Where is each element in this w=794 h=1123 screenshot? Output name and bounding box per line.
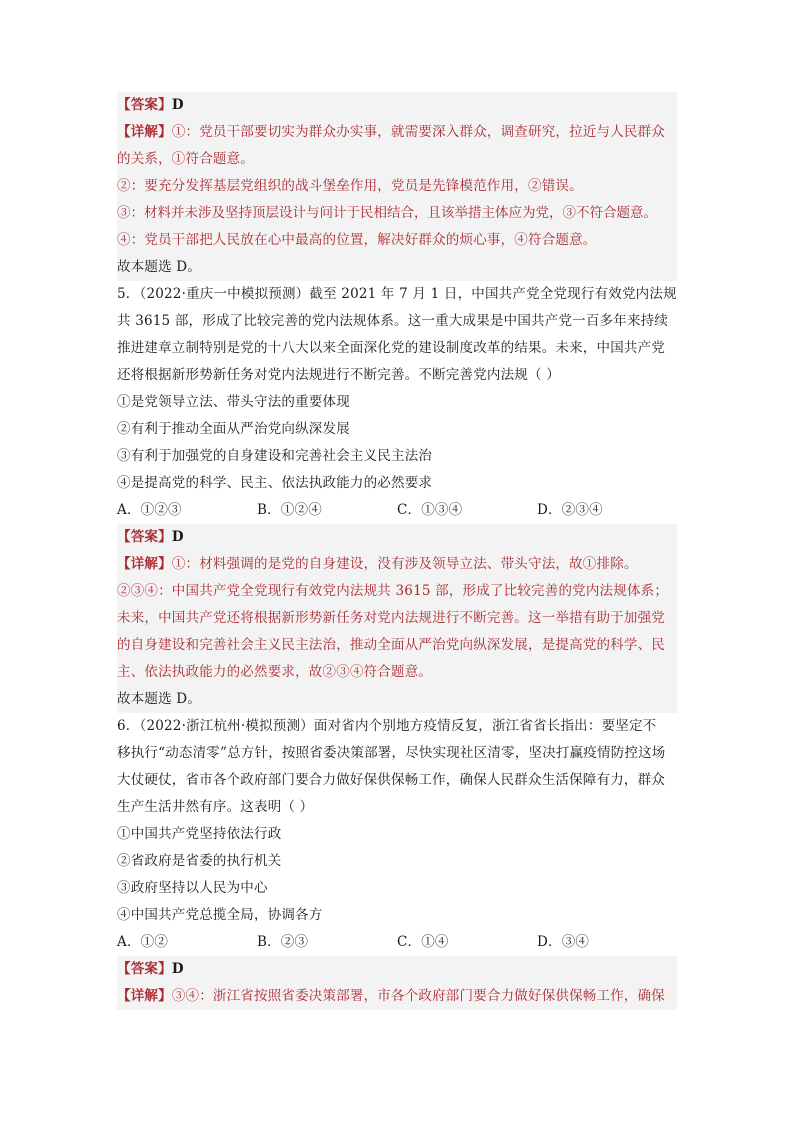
detail-tag: 【详解】 [117,124,172,140]
question-stem-line: 大仗硬仗，省市各个政府部门要合力做好保供保畅工作，确保人民群众生活保障有力，群众 [117,772,665,788]
conclusion-line: 故本题选 D。 [117,691,202,707]
answer-line [117,92,677,119]
detail-line: ③：材料并未涉及坚持顶层设计与问计于民相结合，且该举措主体应为党，③不符合题意。 [117,205,657,221]
detail-line: 未来，中国共产党还将根据新形势新任务对党内法规进行不断完善。这一举措有助于加强党 [117,610,665,626]
answer-value: D [171,961,184,977]
question-stem-line: 共 3615 部，形成了比较完善的党内法规体系。这一重大成果是中国共产党一百多年来持续 [117,313,669,329]
option-d: D．②③④ [537,502,603,518]
detail-line [117,983,677,1010]
question-item: ③政府坚持以人民为中心 [117,880,268,896]
question-item: ④是提高党的科学、民主、依法执政能力的必然要求 [117,475,433,491]
detail-text: ①：材料强调的是党的自身建设，没有涉及领导立法、带头守法，故①排除。 [171,556,638,572]
question-stem-line: 推进建章立制特别是党的十八大以来全面深化党的建设制度改革的结果。未来，中国共产党 [117,340,665,356]
options-row [117,497,677,524]
option-b: B．①②④ [257,502,322,518]
detail-line: 的关系，①符合题意。 [117,151,254,167]
question-stem-line: 移执行“动态清零”总方针，按照省委决策部署，尽快实现社区清零，坚决打赢疫情防控这场 [117,745,666,761]
detail-line: 主、依法执政能力的必然要求，故②③④符合题意。 [117,664,433,680]
answer-tag: 【答案】 [117,961,172,977]
question-6 [117,713,677,956]
detail-line: ②③④：中国共产党全党现行有效党内法规共 3615 部，形成了比较完善的党内法规体系； [117,583,669,599]
answer-line [117,524,677,551]
detail-text: ③④：浙江省按照省委决策部署，市各个政府部门要合力做好保供保畅工作，确保 [171,988,666,1004]
option-a: A．①②③ [117,502,182,518]
question-item: ②省政府是省委的执行机关 [117,853,282,869]
detail-line: ④：党员干部把人民放在心中最高的位置，解决好群众的烦心事，④符合题意。 [117,232,597,248]
answer-value: D [171,97,184,113]
question-stem-line: 生产生活井然有序。这表明（ ） [117,799,314,815]
detail-tag: 【详解】 [117,556,172,572]
answer-block-q4 [117,92,677,281]
question-5 [117,281,677,524]
option-a: A．①② [117,934,169,950]
conclusion-line: 故本题选 D。 [117,259,202,275]
page-content [117,92,677,1010]
option-d: D．③④ [537,934,590,950]
option-b: B．②③ [257,934,309,950]
answer-tag: 【答案】 [117,97,172,113]
question-stem-line: 5．（2022·重庆一中模拟预测）截至 2021 年 7 月 1 日，中国共产党全党现行有效党内法规 [117,286,677,302]
answer-value: D [171,529,184,545]
detail-tag: 【详解】 [117,988,172,1004]
options-row [117,929,677,956]
question-stem-line: 6．（2022·浙江杭州·模拟预测）面对省内个别地方疫情反复，浙江省省长指出：要坚定不 [117,718,657,734]
question-item: ②有利于推动全面从严治党向纵深发展 [117,421,350,437]
detail-line [117,119,677,146]
answer-tag: 【答案】 [117,529,172,545]
question-stem-line: 还将根据新形势新任务对党内法规进行不断完善。不断完善党内法规（ ） [117,367,560,383]
detail-line [117,551,677,578]
detail-text: ①：党员干部要切实为群众办实事，就需要深入群众，调查研究，拉近与人民群众 [171,124,666,140]
answer-block-q6 [117,956,677,1010]
question-item: ①是党领导立法、带头守法的重要体现 [117,394,350,410]
question-item: ④中国共产党总揽全局，协调各方 [117,907,323,923]
answer-line [117,956,677,983]
question-item: ①中国共产党坚持依法行政 [117,826,282,842]
option-c: C．①④ [397,934,449,950]
option-c: C．①③④ [397,502,463,518]
detail-line: ②：要充分发挥基层党组织的战斗堡垒作用，党员是先锋模范作用，②错误。 [117,178,583,194]
answer-block-q5 [117,524,677,713]
question-item: ③有利于加强党的自身建设和完善社会主义民主法治 [117,448,433,464]
detail-line: 的自身建设和完善社会主义民主法治，推动全面从严治党向纵深发展，是提高党的科学、民 [117,637,665,653]
